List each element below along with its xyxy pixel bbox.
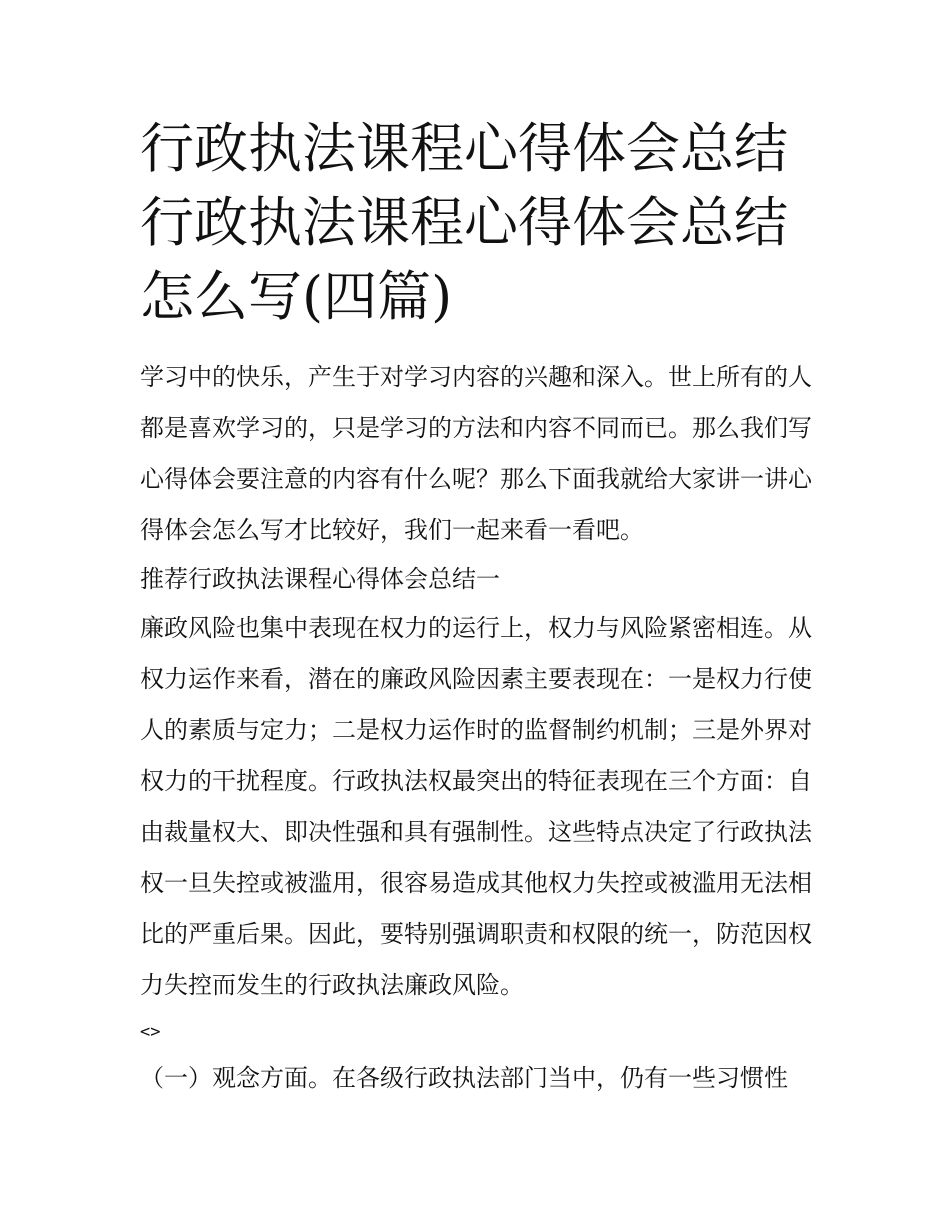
intro-paragraph: 学习中的快乐，产生于对学习内容的兴趣和深入。世上所有的人都是喜欢学习的，只是学习的方法和内容不同而已。那么我们写心得体会要注意的内容有什么呢？那么下面我就给大家讲一讲心得体会怎么写才比较好，我们一起来看一看吧。 <box>140 363 812 544</box>
document-body <box>140 352 812 1104</box>
body-paragraph: 廉政风险也集中表现在权力的运行上，权力与风险紧密相连。从权力运作来看，潜在的廉政风险因素主要表现在：一是权力行使人的素质与定力；二是权力运作时的监督制约机制；三是外界对权力的干扰程度。行政执法权最突出的特征表现在三个方面：自由裁量权大、即决性强和具有强制性。这些特点决定了行政执法权一旦失控或被滥用，很容易造成其他权力失控或被滥用无法相比的严重后果。因此，要特别强调职责和权限的统一，防范因权力失控而发生的行政执法廉政风险。 <box>140 614 812 999</box>
section-heading: 推荐行政执法课程心得体会总结一 <box>140 565 500 593</box>
placeholder-marker: <> <box>140 1022 161 1042</box>
document-title: 行政执法课程心得体会总结 行政执法课程心得体会总结怎么写(四篇) <box>140 117 788 328</box>
body-paragraph-continued: （一）观念方面。在各级行政执法部门当中，仍有一些习惯性 <box>140 1064 788 1092</box>
